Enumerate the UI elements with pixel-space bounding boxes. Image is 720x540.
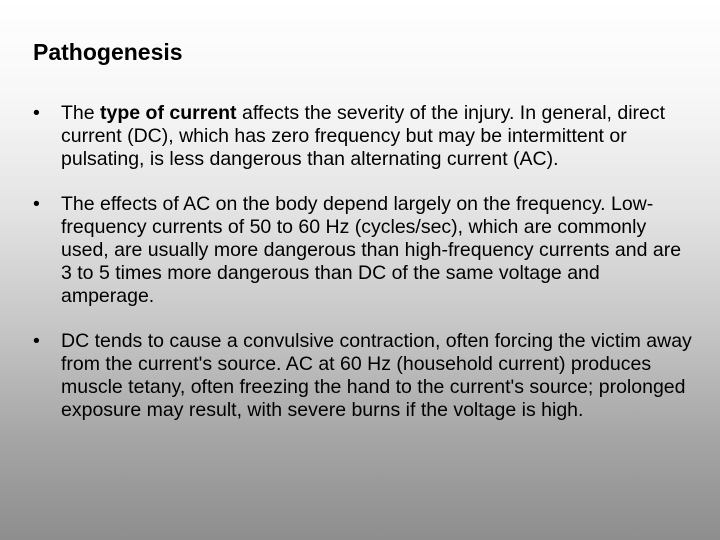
- bullet-body: affects the severity of the injury. In general, direct current (DC), which has zero frequency but may be intermittent or pulsating, is less dangerous than alternating current (AC).: [61, 102, 666, 170]
- bullet-marker-icon: •: [33, 330, 40, 353]
- bullet-emphasis: type of current: [100, 102, 237, 124]
- bullet-body: The effects of AC on the body depend largely on the frequency. Low-frequency currents of 50 to 60 Hz (cycles/sec), which are commonly used, are usually more dangerous than high-frequency currents and are 3 to 5 times more dangerous than DC of the same voltage and amperage.: [61, 193, 682, 307]
- bullet-item: [33, 102, 695, 170]
- bullet-list: [33, 102, 695, 445]
- bullet-text: [61, 102, 665, 170]
- bullet-body: DC tends to cause a convulsive contraction, often forcing the victim away from the current's source. AC at 60 Hz (household current) produces muscle tetany, often freezing the hand to the current's source; prolonged exposure may result, with severe burns if the voltage is high.: [61, 330, 692, 421]
- slide-title: Pathogenesis: [33, 39, 183, 65]
- bullet-prefix: The: [61, 102, 101, 124]
- bullet-marker-icon: •: [33, 193, 40, 216]
- bullet-marker-icon: •: [33, 102, 40, 124]
- bullet-item: [33, 193, 695, 307]
- bullet-item: [33, 330, 695, 421]
